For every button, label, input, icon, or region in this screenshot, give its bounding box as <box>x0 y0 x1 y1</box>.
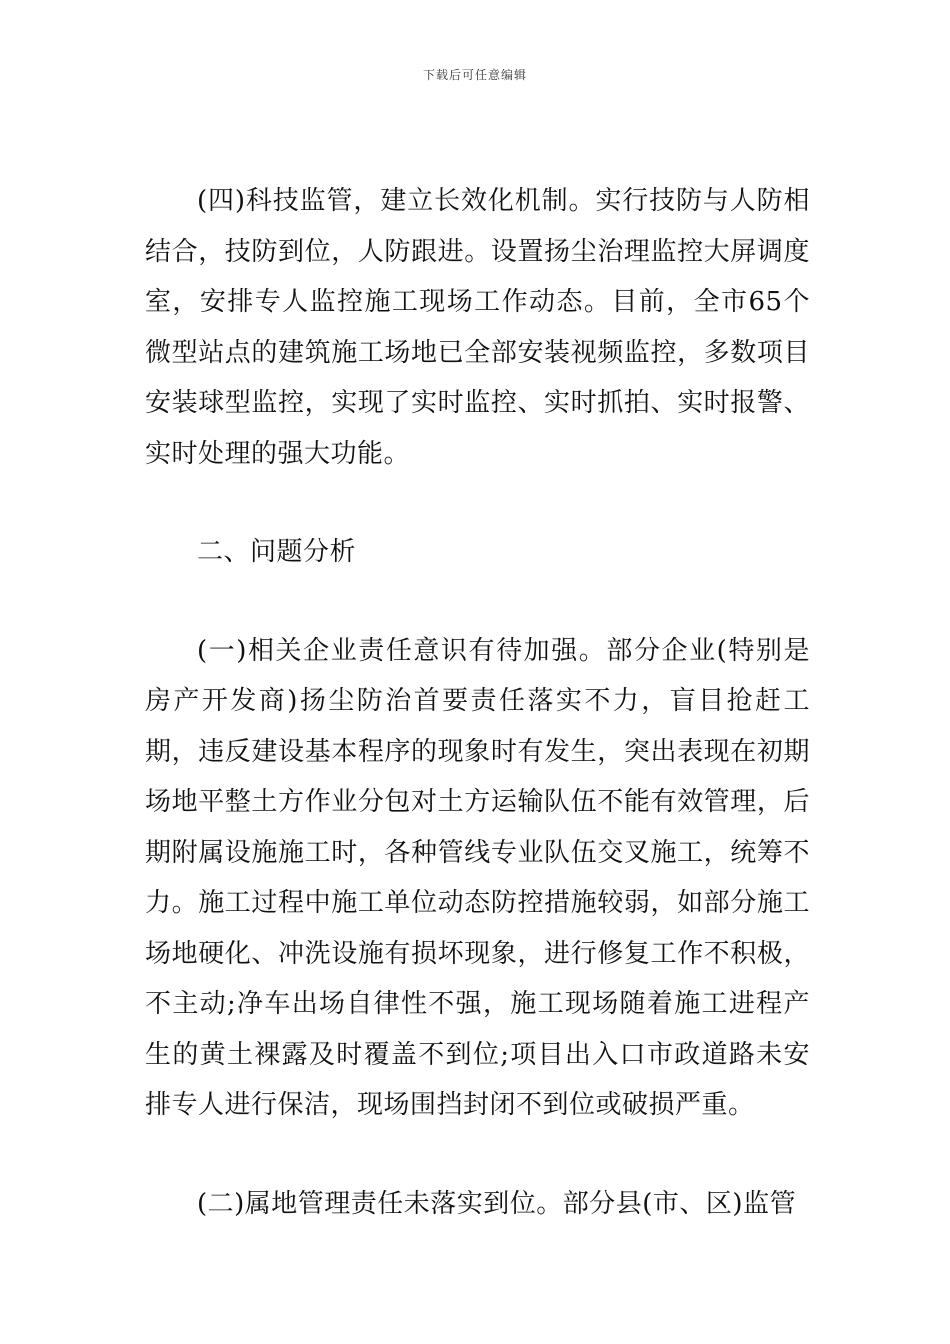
paragraph-local-management: (二)属地管理责任未落实到位。部分县(市、区)监管 <box>197 1188 797 1219</box>
document-body <box>145 176 810 1229</box>
paragraph-gap <box>145 578 810 626</box>
paragraph-gap <box>145 1131 810 1179</box>
paragraph-gap <box>145 479 810 527</box>
section-heading-problem-analysis: 二、问题分析 <box>197 537 357 567</box>
paragraph-enterprise-responsibility: (一)相关企业责任意识有待加强。部分企业(特别是房产开发商)扬尘防治首要责任落实不力，盲目抢赶工期，违反建设基本程序的现象时有发生，突出表现在初期场地平整土方作业分包对土方运输队伍不能有效管理，后期附属设施施工时，各种管线专业队伍交叉施工，统筹不力。施工过程中施工单位动态防控措施较弱，如部分施工场地硬化、冲洗设施有损坏现象，进行修复工作不积极，不主动;净车出场自律性不强，施工现场随着施工进程产生的黄土裸露及时覆盖不到位;项目出入口市政道路未安排专人进行保洁，现场围挡封闭不到位或破损严重。 <box>145 635 810 1120</box>
paragraph-tech-supervision: (四)科技监管，建立长效化机制。实行技防与人防相结合，技防到位，人防跟进。设置扬尘治理监控大屏调度室，安排专人监控施工现场工作动态。目前，全市65个微型站点的建筑施工场地已全部安装视频监控，多数项目安装球型监控，实现了实时监控、实时抓拍、实时报警、实时处理的强大功能。 <box>145 186 810 469</box>
page-header-note: 下载后可任意编辑 <box>422 68 527 82</box>
